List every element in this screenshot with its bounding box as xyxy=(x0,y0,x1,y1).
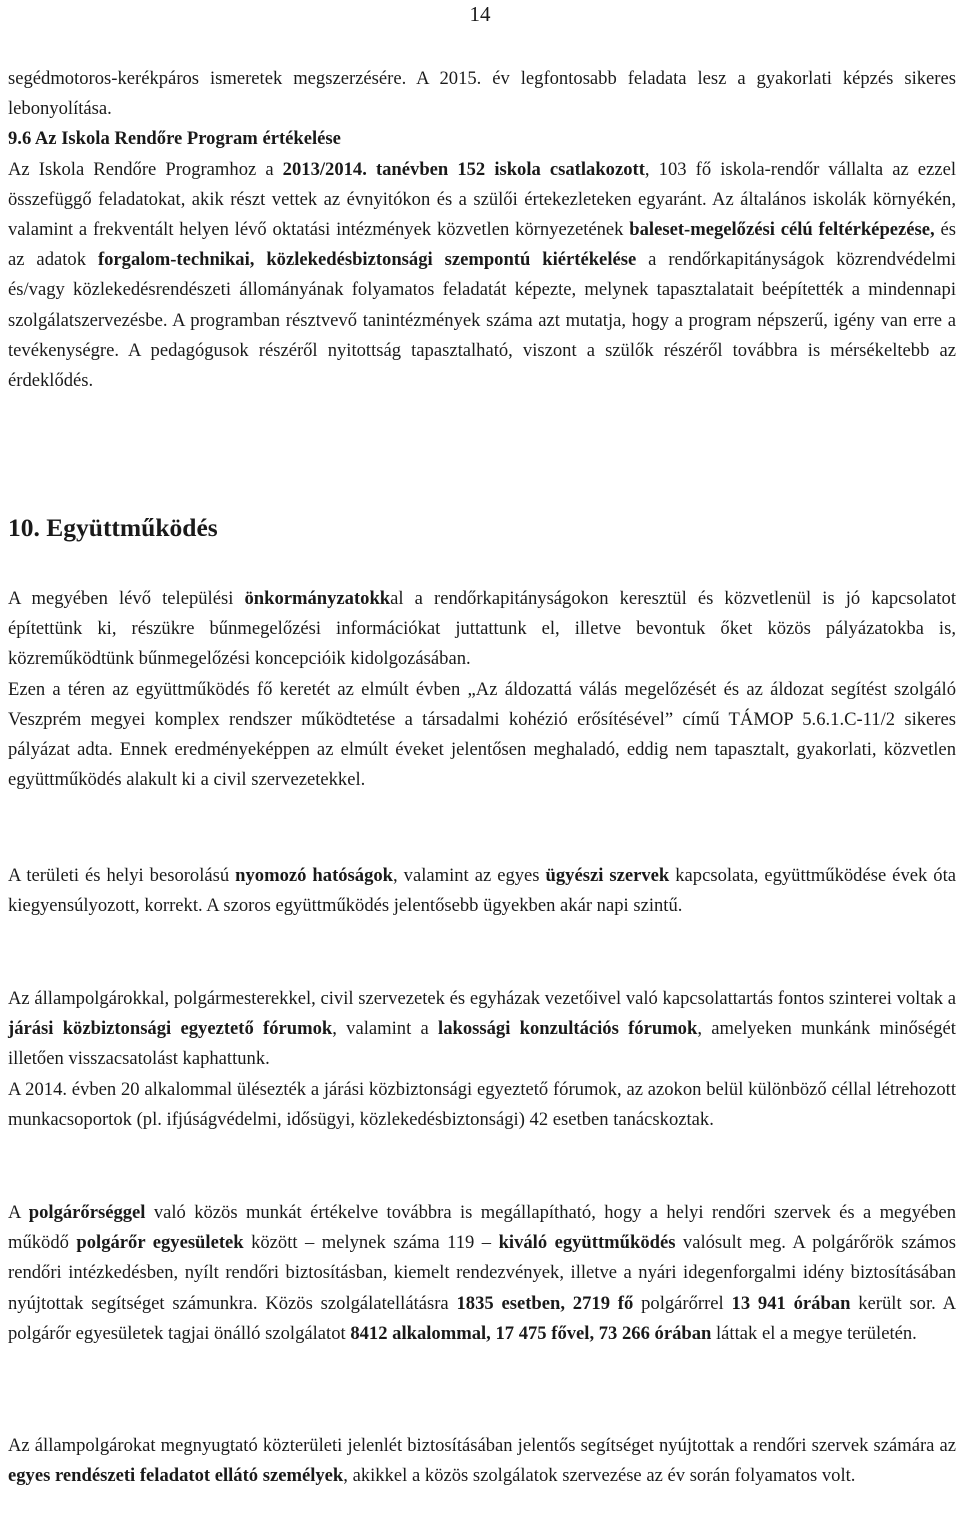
paragraph-polgarorseg: A polgárőrséggel való közös munkát értékelve továbbra is megállapítható, hogy a helyi rendőri szervek és a megyében működő polgárőr egyesületek között – melynek száma 119 – kiváló együttműködés valósult meg. A polgárőrök számos rendőri intézkedésben, nyílt rendőri biztosításban, kiemelt rendezvények, illetve a nyári idegenforgalmi idény biztosításában nyújtottak segítséget számunkra. Közös szolgálatellátásra 1835 esetben, 2719 fő polgárőrrel 13 941 órában került sor. A polgárőr egyesületek tagjai önálló szolgálatot 8412 alkalommal, 17 475 fővel, 73 266 órában láttak el a megye területén. xyxy=(8,1202,956,1344)
paragraph-onkormanyzatok: A megyében lévő települési önkormányzatokkal a rendőrkapitányságokon keresztül és közvetlenül is jó kapcsolatot építettünk ki, részükre bűnmegelőzési információkat juttattunk el, illetve bevontuk őket közös pályázatokba is, közreműködtünk bűnmegelőzési koncepcióik kidolgozásában. Ezen a téren az együttműködés fő keretét az elmúlt évben „Az áldozattá válás megelőzését és az áldozat segítést szolgáló Veszprém megyei komplex rendszer működtetése a társadalmi kohézió erősítésével” című TÁMOP 5.6.1.C-11/2 sikeres pályázat adta. Ennek eredményeképpen az elmúlt éveket jelentősen meghaladó, eddig nem tapasztalt, gyakorlati, közvetlen együttműködés alakult ki a civil szervezetekkel. xyxy=(8,584,956,795)
paragraph-rendeszeti-szemelyek: Az állampolgárokat megnyugtató közterületi jelenlét biztosításában jelentős segítséget nyújtottak a rendőri szervek számára az egyes rendészeti feladatot ellátó személyek, akikkel a közös szolgálatok szervezése az év során folyamatos volt. xyxy=(8,1435,956,1487)
paragraph-nyomozo-hatosagok: A területi és helyi besorolású nyomozó hatóságok, valamint az egyes ügyészi szervek kapcsolata, együttműködése évek óta kiegyensúlyozott, korrekt. A szoros együttműködés jelentősebb ügyekben akár napi szintű. xyxy=(8,865,956,917)
paragraph-iskola-rendore: Az Iskola Rendőre Programhoz a 2013/2014. tanévben 152 iskola csatlakozott, 103 fő iskola-rendőr vállalta az ezzel összefüggő feladatokat, akik részt vettek az évnyitókon és a szülői értekezleteken egyaránt. Az általános iskolák környékén, valamint a frekventált helyen lévő oktatási intézmények közvetlen környezetének baleset-megelőzési célú feltérképezése, és az adatok forgalom-technikai, közlekedésbiztonsági szempontú kiértékelése a rendőrkapitányságok közrendvédelmi és/vagy közlekedésrendészeti állományának folyamatos feladatát képezte, melynek tapasztalatait beépítették a mindennapi szolgálatszervezésbe. A programban résztvevő tanintézmények száma azt mutatja, hogy a program népszerű, igény van erre a tevékenységre. A pedagógusok részéről nyitottság tapasztalható, viszont a szülők részéről továbbra is mérsékeltebb az érdeklődés. xyxy=(8,158,956,392)
section-title: 10. Együttműködés xyxy=(8,513,218,542)
paragraph-continuation: segédmotoros-kerékpáros ismeretek megszerzésére. A 2015. év legfontosabb feladata lesz a gyakorlati képzés sikeres lebonyolítása. xyxy=(8,68,956,120)
paragraph-ulesek: A 2014. évben 20 alkalommal ülésezték a járási közbiztonsági egyeztető fórumok, az azokon belül különböző céllal létrehozott munkacsoportok (pl. ifjúságvédelmi, idősügyi, közlekedésbiztonsági) 42 esetben tanácskoztak. xyxy=(8,1078,956,1130)
paragraph-forumok: Az állampolgárokkal, polgármesterekkel, civil szervezetek és egyházak vezetőivel való kapcsolattartás fontos szinterei voltak a járási közbiztonsági egyeztető fórumok, valamint a lakossági konzultációs fórumok, amelyeken munkánk minőségét illetően visszacsatolást kaphattunk. A 2014. évben 20 alkalommal ülésezték a járási közbiztonsági egyeztető fórumok, az azokon belül különböző céllal létrehozott munkacsoportok (pl. ifjúságvédelmi, idősügyi, közlekedésbiztonsági) 42 esetben tanácskoztak. xyxy=(8,984,956,1135)
subsection-heading: 9.6 Az Iskola Rendőre Program értékelése xyxy=(8,128,341,150)
page-number: 14 xyxy=(469,2,491,26)
section-9-5-tail xyxy=(8,64,956,396)
paragraph-tamop: Ezen a téren az együttműködés fő keretét az elmúlt évben „Az áldozattá válás megelőzését és az áldozat segítést szolgáló Veszprém megyei komplex rendszer működtetése a társadalmi kohézió erősítésével” című TÁMOP 5.6.1.C-11/2 sikeres pályázat adta. Ennek eredményeképpen az elmúlt éveket jelentősen meghaladó, eddig nem tapasztalt, gyakorlati, közvetlen együttműködés alakult ki a civil szervezetekkel. xyxy=(8,678,956,791)
